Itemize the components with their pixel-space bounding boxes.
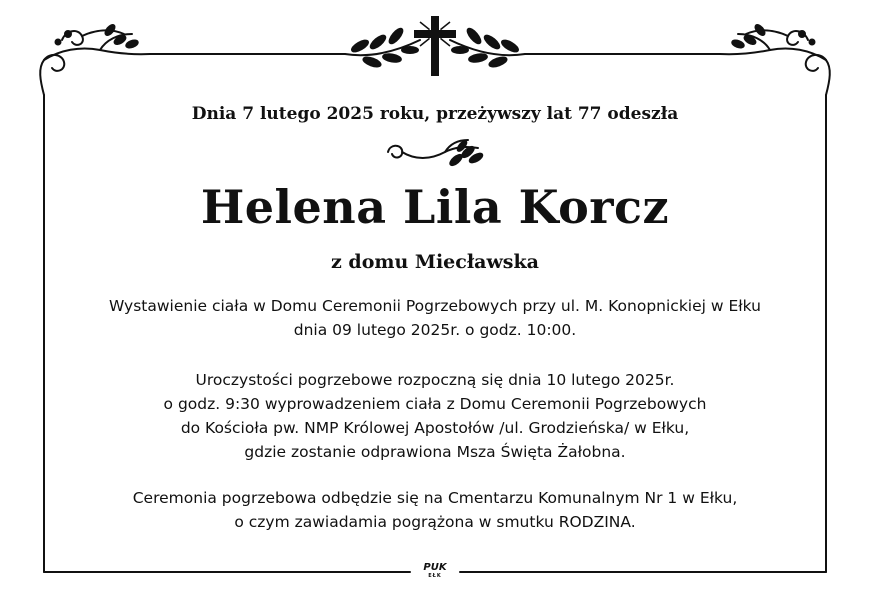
burial-line: Ceremonia pogrzebowa odbędzie się na Cmentarzu Komunalnym Nr 1 w Ełku, bbox=[132, 489, 738, 507]
puk-logo bbox=[416, 563, 454, 579]
ceremony-line: gdzie zostanie odprawiona Msza Święta Żałobna. bbox=[244, 443, 626, 461]
corner-flourish-icon bbox=[720, 23, 830, 95]
logo-main-text: PUK bbox=[423, 562, 447, 573]
burial-paragraph bbox=[44, 486, 826, 534]
logo-sub-text: EŁK bbox=[428, 573, 442, 579]
laurel-branch-icon bbox=[450, 27, 525, 69]
viewing-paragraph bbox=[44, 294, 826, 342]
intro-line: Dnia 7 lutego 2025 roku, przeżywszy lat 77 odeszła bbox=[191, 104, 679, 124]
laurel-branch-icon bbox=[345, 27, 420, 69]
ceremony-line: do Kościoła pw. NMP Królowej Apostołów /ul. Grodzieńska/ w Ełku, bbox=[180, 419, 690, 437]
deceased-name: Helena Lila Korcz bbox=[200, 180, 670, 234]
cross-icon bbox=[414, 16, 456, 76]
corner-flourish-icon bbox=[40, 23, 150, 95]
viewing-line: dnia 09 lutego 2025r. o godz. 10:00. bbox=[293, 321, 577, 339]
burial-line: o czym zawiadamia pogrążona w smutku RODZINA. bbox=[234, 513, 636, 531]
ceremony-line: o godz. 9:30 wyprowadzeniem ciała z Domu Ceremonii Pogrzebowych bbox=[163, 395, 707, 413]
viewing-line: Wystawienie ciała w Domu Ceremonii Pogrzebowych przy ul. M. Konopnickiej w Ełku bbox=[108, 297, 761, 315]
divider-flourish-icon bbox=[388, 140, 484, 167]
ceremony-line: Uroczystości pogrzebowe rozpoczną się dnia 10 lutego 2025r. bbox=[195, 371, 675, 389]
maiden-name: z domu Miecławska bbox=[331, 251, 539, 273]
ceremony-paragraph bbox=[44, 368, 826, 464]
